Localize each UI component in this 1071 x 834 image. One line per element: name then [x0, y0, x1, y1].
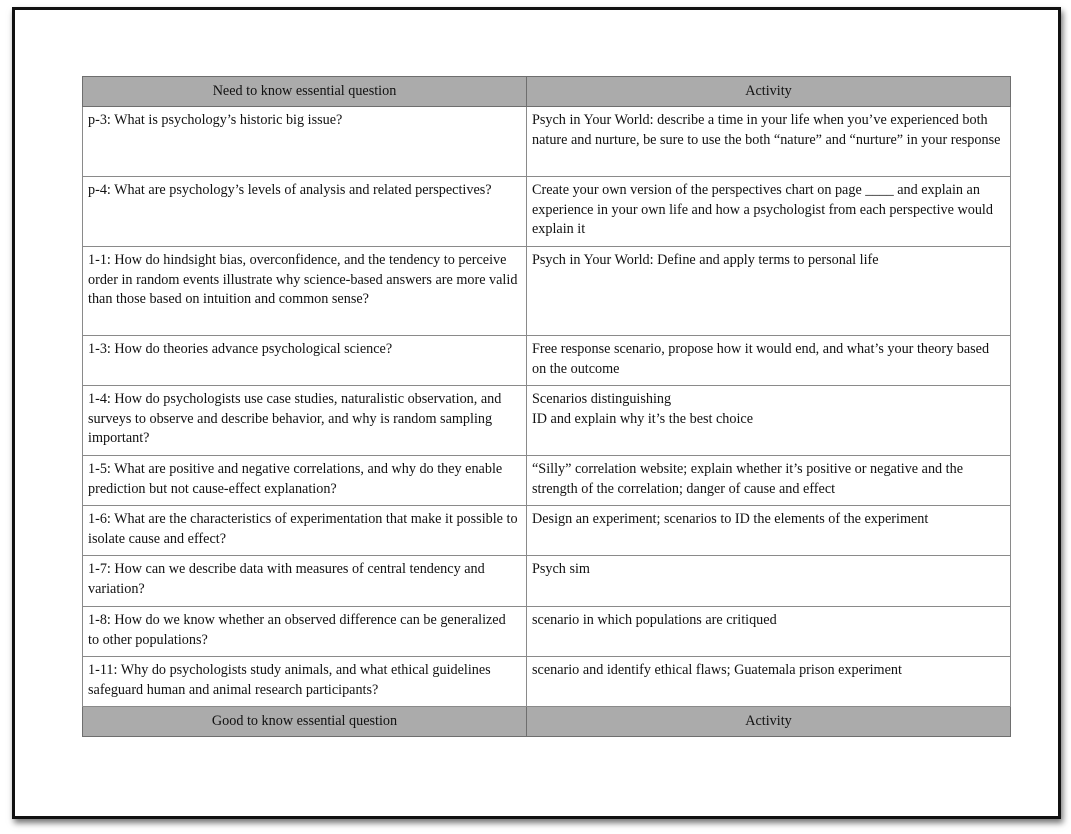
activity-cell: scenario in which populations are critiqued — [527, 607, 1011, 657]
subheader-activity: Activity — [527, 707, 1011, 737]
header-question: Need to know essential question — [83, 77, 527, 107]
table-row — [83, 177, 1011, 247]
table-row — [83, 607, 1011, 657]
table-row — [83, 556, 1011, 607]
question-cell: 1-5: What are positive and negative correlations, and why do they enable prediction but not cause-effect explanation? — [83, 456, 527, 506]
table-row — [83, 456, 1011, 506]
question-cell: 1-11: Why do psychologists study animals, and what ethical guidelines safeguard human and animal research participants? — [83, 657, 527, 707]
table-row — [83, 506, 1011, 556]
activity-cell: scenario and identify ethical flaws; Guatemala prison experiment — [527, 657, 1011, 707]
question-cell: 1-7: How can we describe data with measures of central tendency and variation? — [83, 556, 527, 607]
table-row — [83, 657, 1011, 707]
activity-cell: Psych in Your World: describe a time in your life when you’ve experienced both nature and nurture, be sure to use the both “nature” and “nurture” in your response — [527, 107, 1011, 177]
activity-cell: Create your own version of the perspectives chart on page ____ and explain an experience in your own life and how a psychologist from each perspective would explain it — [527, 177, 1011, 247]
activity-cell: Psych in Your World: Define and apply terms to personal life — [527, 247, 1011, 336]
table-row — [83, 247, 1011, 336]
table-row — [83, 336, 1011, 386]
activity-cell: Design an experiment; scenarios to ID the elements of the experiment — [527, 506, 1011, 556]
question-cell: 1-3: How do theories advance psychological science? — [83, 336, 527, 386]
question-cell: 1-1: How do hindsight bias, overconfidence, and the tendency to perceive order in random events illustrate why science-based answers are more valid than those based on intuition and common sense? — [83, 247, 527, 336]
question-cell: p-4: What are psychology’s levels of analysis and related perspectives? — [83, 177, 527, 247]
question-cell: 1-8: How do we know whether an observed difference can be generalized to other populations? — [83, 607, 527, 657]
table-subheader-row — [83, 707, 1011, 737]
essential-questions-table — [82, 76, 1011, 737]
table-row — [83, 386, 1011, 456]
subheader-question: Good to know essential question — [83, 707, 527, 737]
table-header-row — [83, 77, 1011, 107]
activity-cell: “Silly” correlation website; explain whether it’s positive or negative and the strength of the correlation; danger of cause and effect — [527, 456, 1011, 506]
activity-cell: Scenarios distinguishing ID and explain why it’s the best choice — [527, 386, 1011, 456]
activity-cell: Psych sim — [527, 556, 1011, 607]
header-activity: Activity — [527, 77, 1011, 107]
activity-cell: Free response scenario, propose how it would end, and what’s your theory based on the outcome — [527, 336, 1011, 386]
table-row — [83, 107, 1011, 177]
question-cell: p-3: What is psychology’s historic big issue? — [83, 107, 527, 177]
question-cell: 1-6: What are the characteristics of experimentation that make it possible to isolate cause and effect? — [83, 506, 527, 556]
document-page — [12, 7, 1061, 819]
question-cell: 1-4: How do psychologists use case studies, naturalistic observation, and surveys to observe and describe behavior, and why is random sampling important? — [83, 386, 527, 456]
